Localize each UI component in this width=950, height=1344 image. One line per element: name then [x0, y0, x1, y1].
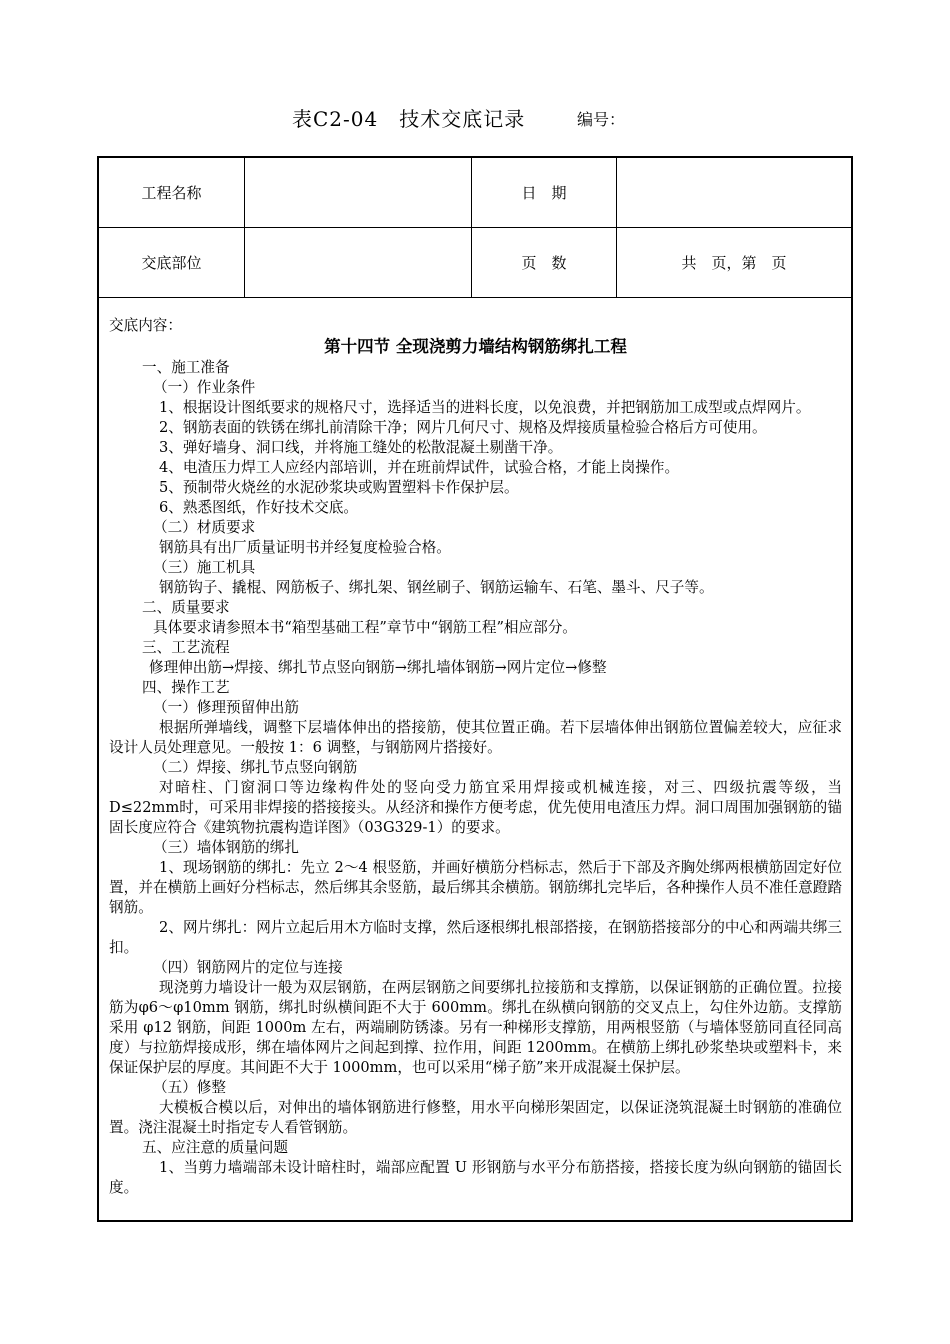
page-header — [0, 104, 950, 134]
paragraph: 5、预制带火烧丝的水泥砂浆块或购置塑料卡作保护层。 — [159, 479, 519, 496]
heading-level-2: （二）焊接、绑扎节点竖向钢筋 — [153, 759, 358, 776]
paragraph: 现浇剪力墙设计一般为双层钢筋，在两层钢筋之间要绑扎拉接筋和支撑筋，以保证钢筋的正确位置。拉接筋为φ6～φ10mm 钢筋，绑扎时纵横间距不大于 600mm。绑扎在纵横向钢筋的交叉点上，勾住外边筋。支撑筋采用 φ12 钢筋，间距 1000m 左右，两端刷防锈漆。另有一种梯形支撑筋，用两根竖筋（与墙体竖筋同直径同高度）与拉筋焊接成形，绑在墙体网片之间起到撑、拉作用，间距 1200mm。在横筋上绑扎砂浆垫块或塑料卡，来保证保护层的厚度。其间距不大于 1000mm，也可以采用“梯子筋”来开成混凝土保护层。 — [109, 979, 842, 1076]
paragraph: 根据所弹墙线，调整下层墙体伸出的搭接筋，使其位置正确。若下层墙体伸出钢筋位置偏差较大，应征求设计人员处理意见。一般按 1：6 调整，与钢筋网片搭接好。 — [109, 719, 842, 756]
paragraph: 钢筋钩子、撬棍、网筋板子、绑扎架、钢丝刷子、钢筋运输车、石笔、墨斗、尺子等。 — [159, 579, 714, 596]
paragraph: 2、网片绑扎：网片立起后用木方临时支撑，然后逐根绑扎根部搭接，在钢筋搭接部分的中心和两端共绑三扣。 — [109, 919, 842, 956]
disclosure-part-label: 交底部位 — [99, 228, 245, 297]
paragraph: 4、电渣压力焊工人应经内部培训，并在班前焊试件，试验合格，才能上岗操作。 — [159, 459, 680, 476]
process-flow: 修理伸出筋→焊接、绑扎节点竖向钢筋→绑扎墙体钢筋→网片定位→修整 — [149, 659, 607, 676]
heading-level-1: 二、质量要求 — [142, 599, 230, 616]
paragraph: 具体要求请参照本书“箱型基础工程”章节中“钢筋工程”相应部分。 — [153, 619, 577, 636]
content-label: 交底内容： — [109, 317, 182, 334]
paragraph: 3、弹好墙身、洞口线，并将施工缝处的松散混凝土剔凿干净。 — [159, 439, 563, 456]
paragraph: 6、熟悉图纸，作好技术交底。 — [159, 499, 359, 516]
table-row-part — [99, 228, 851, 298]
heading-level-1: 一、施工准备 — [142, 359, 230, 376]
document-title: 表C2-04 技术交底记录 — [292, 107, 526, 131]
heading-level-1: 三、工艺流程 — [142, 639, 230, 656]
heading-level-2: （三）施工机具 — [153, 559, 256, 576]
date-value — [617, 158, 851, 227]
document-number-label: 编号： — [577, 110, 626, 129]
record-table — [97, 156, 853, 1222]
date-label: 日 期 — [472, 158, 617, 227]
disclosure-content — [99, 298, 851, 1198]
heading-level-2: （四）钢筋网片的定位与连接 — [153, 959, 343, 976]
paragraph: 对暗柱、门窗洞口等边缘构件处的竖向受力筋宜采用焊接或机械连接，对三、四级抗震等级，当D≤22mm时，可采用非焊接的搭接接头。从经济和操作方便考虑，优先使用电渣压力焊。洞口周围加强钢筋的锚固长度应符合《建筑物抗震构造详图》（03G329-1）的要求。 — [109, 779, 842, 836]
paragraph: 2、钢筋表面的铁锈在绑扎前清除干净；网片几何尺寸、规格及焊接质量检验合格后方可使用。 — [159, 419, 767, 436]
heading-level-2: （一）作业条件 — [153, 379, 256, 396]
disclosure-part-value — [245, 228, 472, 297]
pages-value: 共 页，第 页 — [681, 254, 787, 272]
paragraph: 1、当剪力墙端部未设计暗柱时，端部应配置 U 形钢筋与水平分布筋搭接，搭接长度为纵向钢筋的锚固长度。 — [109, 1159, 842, 1196]
paragraph: 大模板合模以后，对伸出的墙体钢筋进行修整，用水平向梯形架固定，以保证浇筑混凝土时钢筋的准确位置。浇注混凝土时指定专人看管钢筋。 — [109, 1099, 842, 1136]
project-name-label: 工程名称 — [99, 158, 245, 227]
heading-level-1: 五、应注意的质量问题 — [142, 1139, 288, 1156]
paragraph: 1、现场钢筋的绑扎：先立 2～4 根竖筋，并画好横筋分档标志，然后于下部及齐胸处绑两根横筋固定好位置，并在横筋上画好分档标志，然后绑其余竖筋，最后绑其余横筋。钢筋绑扎完毕后，各种操作人员不准任意蹬踏钢筋。 — [109, 859, 842, 916]
heading-level-2: （五）修整 — [153, 1079, 226, 1096]
content-lines — [109, 358, 842, 1198]
pages-label: 页 数 — [472, 228, 617, 297]
heading-level-2: （二）材质要求 — [153, 519, 256, 536]
heading-level-2: （一）修理预留伸出筋 — [153, 699, 299, 716]
project-name-value — [245, 158, 472, 227]
heading-level-2: （三）墙体钢筋的绑扎 — [153, 839, 299, 856]
paragraph: 钢筋具有出厂质量证明书并经复度检验合格。 — [159, 539, 451, 556]
paragraph: 1、根据设计图纸要求的规格尺寸，选择适当的进料长度，以免浪费，并把钢筋加工成型或点焊网片。 — [159, 399, 811, 416]
table-row-project — [99, 158, 851, 228]
section-heading: 第十四节 全现浇剪力墙结构钢筋绑扎工程 — [324, 337, 627, 356]
heading-level-1: 四、操作工艺 — [142, 679, 230, 696]
